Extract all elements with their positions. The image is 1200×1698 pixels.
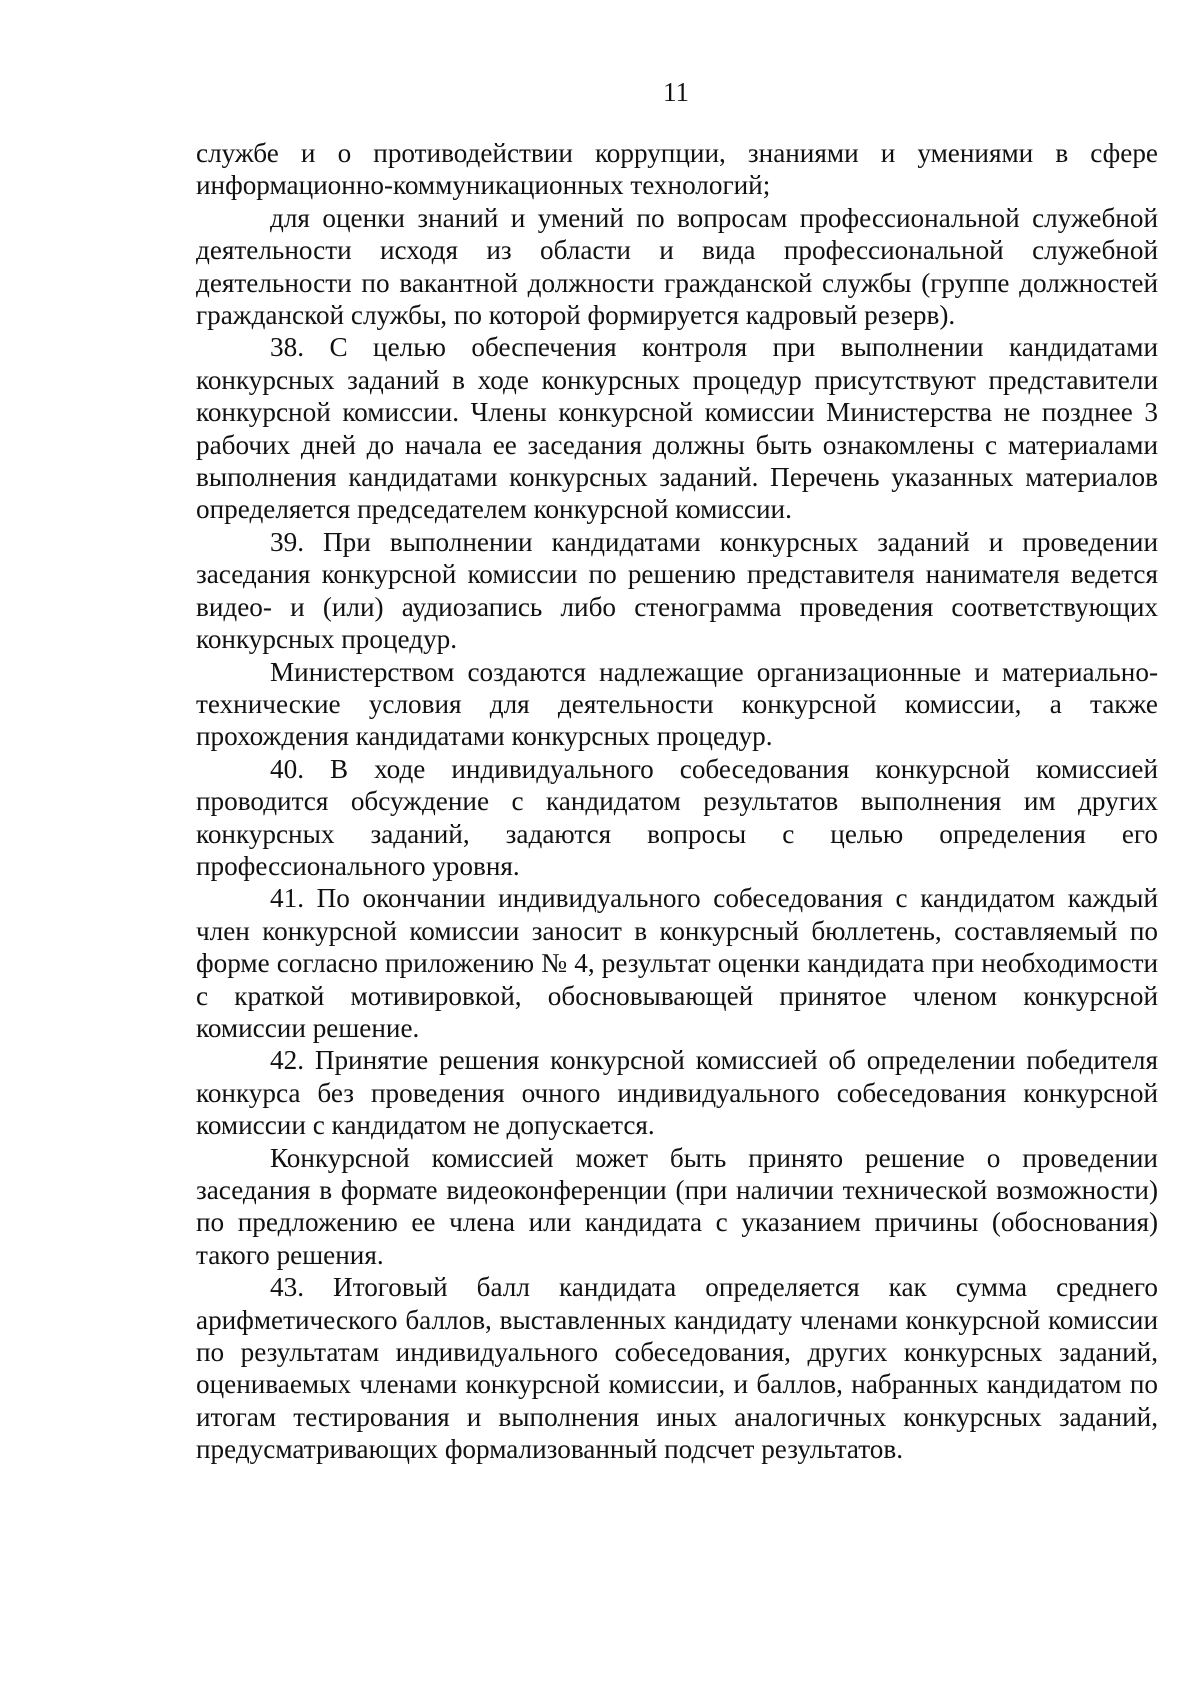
page-number: 11 — [663, 77, 689, 107]
paragraph-item-39: 39. При выполнении кандидатами конкурсных заданий и проведении заседания конкурсной комиссии по решению представителя нанимателя ведется видео- и (или) аудиозапись либо стенограмма проведения соответствующих конкурсных процедур. — [196, 526, 1158, 655]
paragraph-item-40: 40. В ходе индивидуального собеседования конкурсной комиссией проводится обсуждение с кандидатом результатов выполнения им других конкурсных заданий, задаются вопросы с целью определения его профессионального уровня. — [196, 753, 1158, 881]
paragraph-item-38: 38. С целью обеспечения контроля при выполнении кандидатами конкурсных заданий в ходе конкурсных процедур присутствуют представители конкурсной комиссии. Члены конкурсной комиссии Министерства не позднее 3 рабочих дней до начала ее заседания должны быть ознакомлены с материалами выполнения кандидатами конкурсных заданий. Перечень указанных материалов определяется председателем конкурсной комиссии. — [196, 332, 1158, 525]
paragraph: Министерством создаются надлежащие организационные и материально-технические условия для деятельности конкурсной комиссии, а также прохождения кандидатами конкурсных процедур. — [196, 656, 1158, 752]
paragraph-continuation: службе и о противодействии коррупции, знаниями и умениями в сфере информационно-коммуникационных технологий; — [196, 138, 1158, 201]
paragraph: Конкурсной комиссией может быть принято решение о проведении заседания в формате видеоконференции (при наличии технической возможности) по предложению ее члена или кандидата с указанием причины (обоснования) такого решения. — [196, 1142, 1158, 1270]
paragraph-item-41: 41. По окончании индивидуального собеседования с кандидатом каждый член конкурсной комиссии заносит в конкурсный бюллетень, составляемый по форме согласно приложению № 4, результат оценки кандидата при необходимости с краткой мотивировкой, обосновывающей принятое членом конкурсной комиссии решение. — [196, 883, 1158, 1043]
document-body — [196, 137, 1158, 1466]
paragraph-item-43: 43. Итоговый балл кандидата определяется как сумма среднего арифметического баллов, выставленных кандидату членами конкурсной комиссии по результатам индивидуального собеседования, других конкурсных заданий, оцениваемых членами конкурсной комиссии, и баллов, набранных кандидатом по итогам тестирования и выполнения иных аналогичных конкурсных заданий, предусматривающих формализованный подсчет результатов. — [196, 1272, 1158, 1465]
paragraph: для оценки знаний и умений по вопросам профессиональной служебной деятельности исходя из области и вида профессиональной служебной деятельности по вакантной должности гражданской службы (группе должностей гражданской службы, по которой формируется кадровый резерв). — [196, 202, 1158, 331]
paragraph-item-42: 42. Принятие решения конкурсной комиссией об определении победителя конкурса без проведения очного индивидуального собеседования конкурсной комиссии с кандидатом не допускается. — [196, 1045, 1158, 1141]
